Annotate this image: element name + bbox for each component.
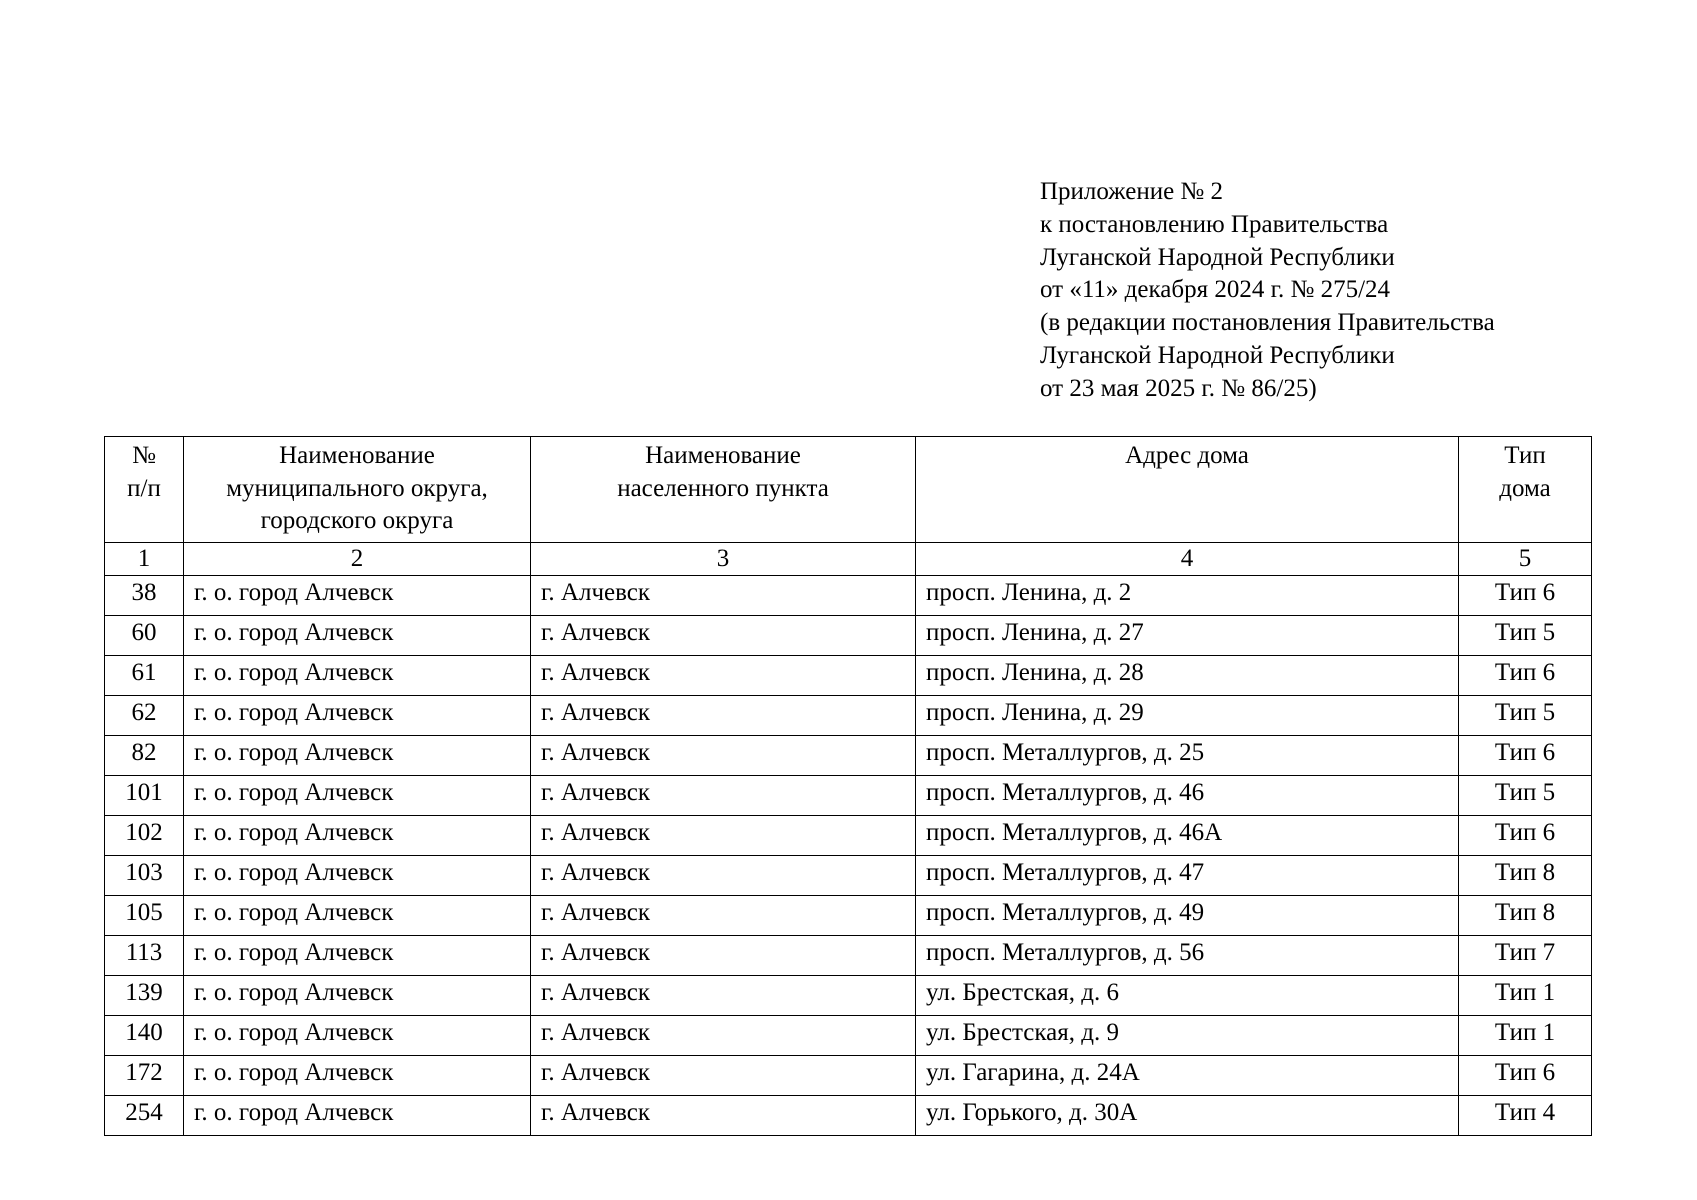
table-row — [105, 1096, 1592, 1136]
appendix-line: Приложение № 2 — [1040, 178, 1224, 205]
cell-district: г. о. город Алчевск — [184, 976, 531, 1016]
cell-district: г. о. город Алчевск — [184, 816, 531, 856]
cell-type: Тип 8 — [1459, 856, 1592, 896]
appendix-line: Луганской Народной Республики — [1040, 243, 1395, 271]
table-row — [105, 696, 1592, 736]
cell-address: ул. Брестская, д. 9 — [916, 1016, 1459, 1056]
cell-number: 61 — [105, 656, 184, 696]
cell-locality: г. Алчевск — [531, 776, 916, 816]
header-district: Наименование муниципального округа, городского округа — [184, 437, 531, 543]
cell-type: Тип 6 — [1459, 1056, 1592, 1096]
cell-district: г. о. город Алчевск — [184, 936, 531, 976]
cell-district: г. о. город Алчевск — [184, 1096, 531, 1136]
cell-locality: г. Алчевск — [531, 1096, 916, 1136]
cell-district: г. о. город Алчевск — [184, 696, 531, 736]
appendix-line: (в редакции постановления Правительства — [1040, 309, 1495, 337]
cell-number: 139 — [105, 976, 184, 1016]
table-row — [105, 776, 1592, 816]
cell-number: 254 — [105, 1096, 184, 1136]
cell-district: г. о. город Алчевск — [184, 1056, 531, 1096]
cell-number: 82 — [105, 736, 184, 776]
cell-number: 103 — [105, 856, 184, 896]
cell-district: г. о. город Алчевск — [184, 616, 531, 656]
cell-locality: г. Алчевск — [531, 656, 916, 696]
column-number: 5 — [1459, 543, 1592, 576]
cell-locality: г. Алчевск — [531, 816, 916, 856]
cell-district: г. о. город Алчевск — [184, 576, 531, 616]
table-row — [105, 576, 1592, 616]
cell-type: Тип 6 — [1459, 656, 1592, 696]
header-locality: Наименование населенного пункта — [531, 437, 916, 543]
cell-type: Тип 1 — [1459, 976, 1592, 1016]
cell-locality: г. Алчевск — [531, 896, 916, 936]
cell-locality: г. Алчевск — [531, 976, 916, 1016]
cell-address: ул. Горького, д. 30А — [916, 1096, 1459, 1136]
cell-locality: г. Алчевск — [531, 1016, 916, 1056]
cell-number: 140 — [105, 1016, 184, 1056]
column-number-row — [105, 543, 1592, 576]
cell-type: Тип 5 — [1459, 776, 1592, 816]
cell-type: Тип 8 — [1459, 896, 1592, 936]
table-row — [105, 616, 1592, 656]
table-header-row — [105, 437, 1592, 543]
cell-number: 172 — [105, 1056, 184, 1096]
cell-address: просп. Металлургов, д. 49 — [916, 896, 1459, 936]
cell-type: Тип 4 — [1459, 1096, 1592, 1136]
column-number: 1 — [105, 543, 184, 576]
cell-number: 102 — [105, 816, 184, 856]
cell-address: ул. Брестская, д. 6 — [916, 976, 1459, 1016]
cell-number: 113 — [105, 936, 184, 976]
header-address: Адрес дома — [916, 437, 1459, 543]
cell-locality: г. Алчевск — [531, 736, 916, 776]
appendix-line: Луганской Народной Республики — [1040, 341, 1395, 369]
cell-district: г. о. город Алчевск — [184, 896, 531, 936]
cell-address: просп. Ленина, д. 2 — [916, 576, 1459, 616]
cell-address: ул. Гагарина, д. 24А — [916, 1056, 1459, 1096]
table-row — [105, 816, 1592, 856]
cell-address: просп. Ленина, д. 27 — [916, 616, 1459, 656]
cell-address: просп. Металлургов, д. 25 — [916, 736, 1459, 776]
table-row — [105, 936, 1592, 976]
appendix-line: от «11» декабря 2024 г. № 275/24 — [1040, 276, 1391, 304]
cell-address: просп. Металлургов, д. 56 — [916, 936, 1459, 976]
cell-number: 60 — [105, 616, 184, 656]
cell-district: г. о. город Алчевск — [184, 656, 531, 696]
table-row — [105, 1056, 1592, 1096]
cell-number: 62 — [105, 696, 184, 736]
cell-number: 38 — [105, 576, 184, 616]
cell-type: Тип 6 — [1459, 576, 1592, 616]
cell-locality: г. Алчевск — [531, 1056, 916, 1096]
cell-address: просп. Ленина, д. 28 — [916, 656, 1459, 696]
cell-address: просп. Металлургов, д. 46А — [916, 816, 1459, 856]
cell-locality: г. Алчевск — [531, 696, 916, 736]
table-row — [105, 656, 1592, 696]
cell-number: 101 — [105, 776, 184, 816]
houses-table — [104, 436, 1592, 1136]
cell-type: Тип 5 — [1459, 696, 1592, 736]
cell-district: г. о. город Алчевск — [184, 856, 531, 896]
cell-type: Тип 1 — [1459, 1016, 1592, 1056]
appendix-line: от 23 мая 2025 г. № 86/25) — [1040, 374, 1317, 402]
appendix-header — [1040, 176, 1495, 406]
cell-address: просп. Металлургов, д. 47 — [916, 856, 1459, 896]
cell-locality: г. Алчевск — [531, 856, 916, 896]
cell-address: просп. Металлургов, д. 46 — [916, 776, 1459, 816]
cell-address: просп. Ленина, д. 29 — [916, 696, 1459, 736]
table-row — [105, 976, 1592, 1016]
cell-type: Тип 6 — [1459, 736, 1592, 776]
cell-type: Тип 6 — [1459, 816, 1592, 856]
table-row — [105, 896, 1592, 936]
cell-type: Тип 7 — [1459, 936, 1592, 976]
column-number: 2 — [184, 543, 531, 576]
column-number: 4 — [916, 543, 1459, 576]
header-type: Тип дома — [1459, 437, 1592, 543]
table-row — [105, 1016, 1592, 1056]
cell-locality: г. Алчевск — [531, 576, 916, 616]
cell-district: г. о. город Алчевск — [184, 776, 531, 816]
table-row — [105, 856, 1592, 896]
cell-locality: г. Алчевск — [531, 936, 916, 976]
cell-number: 105 — [105, 896, 184, 936]
cell-type: Тип 5 — [1459, 616, 1592, 656]
table-row — [105, 736, 1592, 776]
header-number: № п/п — [105, 437, 184, 543]
cell-locality: г. Алчевск — [531, 616, 916, 656]
appendix-line: к постановлению Правительства — [1040, 210, 1389, 238]
cell-district: г. о. город Алчевск — [184, 736, 531, 776]
column-number: 3 — [531, 543, 916, 576]
cell-district: г. о. город Алчевск — [184, 1016, 531, 1056]
table-body — [105, 576, 1592, 1136]
